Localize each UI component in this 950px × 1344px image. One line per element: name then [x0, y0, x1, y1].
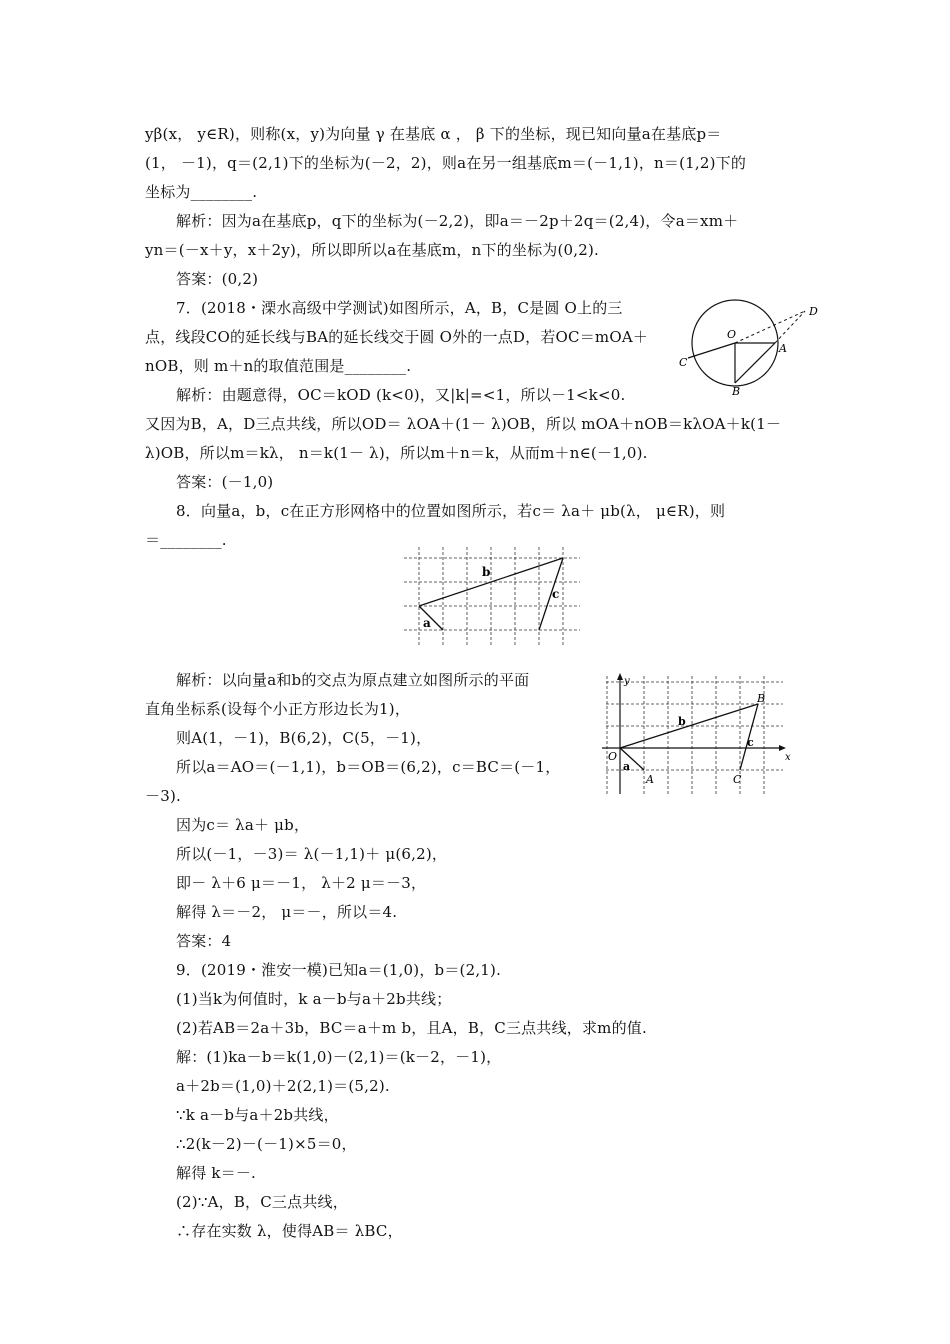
label-vector-c: c: [747, 736, 754, 749]
label-vector-b: b: [678, 715, 686, 728]
answer-line: 答案：4: [176, 932, 232, 950]
x-axis-arrow: [779, 745, 786, 751]
text-line: 坐标为________.: [145, 183, 258, 201]
text-line: λ)OB，所以m＝kλ， n＝k(1－ λ)，所以m＋n＝k，从而m＋n∈(－1,0).: [145, 444, 648, 462]
segment-ba: [735, 343, 775, 383]
grid-figure: [400, 545, 585, 650]
text-line: 解得 λ＝－2， μ＝－，所以＝4.: [176, 903, 398, 921]
text-line: 点，线段CO的延长线与BA的延长线交于圆 O外的一点D，若OC＝mOA＋: [145, 328, 649, 346]
text-line: yβ(x， y∈R)，则称(x，y)为向量 γ 在基底 α ， β 下的坐标，现已知向量a在基底p＝: [145, 125, 722, 143]
problem-8-title: 8．向量a，b，c在正方形网格中的位置如图所示，若c＝ λa＋ μb(λ， μ∈R)，则: [176, 502, 726, 520]
label-vector-a: a: [623, 760, 631, 773]
label-d: D: [809, 305, 818, 318]
text-line: －3).: [145, 787, 181, 805]
text-line: 则A(1，－1)，B(6,2)，C(5，－1)，: [176, 729, 432, 747]
answer-line: 答案：(0,2): [176, 270, 259, 288]
label-vector-b: b: [482, 565, 491, 579]
label-c: C: [733, 773, 742, 786]
text-line: 解析：由题意得，OC＝kOD (k<0)，又|k|=<1，所以－1<k<0.: [176, 386, 626, 404]
label-b: B: [732, 385, 741, 398]
label-a: A: [779, 342, 787, 355]
label-o: O: [608, 750, 618, 763]
segment-ad: [775, 311, 805, 343]
text-line: 所以a＝AO＝(－1,1)，b＝OB＝(6,2)，c＝BC＝(－1，: [176, 758, 561, 776]
label-vector-c: c: [552, 587, 560, 601]
label-o: O: [727, 328, 737, 341]
circle-figure: [675, 295, 825, 405]
text-line: ∴2(k－2)－(－1)×5＝0，: [176, 1135, 357, 1153]
text-line: ＝________.: [145, 531, 227, 549]
text-line: ∴存在实数 λ，使得AB＝ λBC，: [176, 1222, 403, 1240]
problem-7-title: 7．(2018・溧水高级中学测试)如图所示，A，B，C是圆 O上的三: [176, 299, 623, 317]
label-x: x: [785, 752, 791, 763]
label-y: y: [624, 676, 630, 687]
vector-c: [539, 558, 563, 630]
text-line: yn＝(－x＋y，x＋2y)，所以即所以a在基底m，n下的坐标为(0,2).: [145, 241, 600, 259]
problem-9-title: 9．(2019・淮安一模)已知a＝(1,0)，b＝(2,1).: [176, 961, 502, 979]
text-line: (2)∵A，B，C三点共线，: [176, 1193, 348, 1211]
text-line: 解析：以向量a和b的交点为原点建立如图所示的平面: [176, 671, 530, 689]
text-line: 解析：因为a在基底p，q下的坐标为(－2,2)，即a＝－2p＋2q＝(2,4)，令a＝xm＋: [176, 212, 739, 230]
text-line: 所以(－1，－3)＝ λ(－1,1)＋ μ(6,2)，: [176, 845, 448, 863]
label-a: A: [646, 773, 654, 786]
label-b: B: [757, 692, 766, 705]
text-line: 解：(1)ka－b＝k(1,0)－(2,1)＝(k－2，－1)，: [176, 1048, 502, 1066]
y-axis-arrow: [617, 673, 623, 680]
text-line: 又因为B，A，D三点共线，所以OD＝ λOA＋(1－ λ)OB，所以 mOA＋nOB＝kλOA＋k(1－: [145, 415, 782, 433]
segment-oc: [688, 343, 735, 358]
text-line: 因为c＝ λa＋ μb，: [176, 816, 310, 834]
coordinate-figure: [598, 672, 798, 800]
label-vector-a: a: [423, 616, 431, 630]
text-line: 即－ λ＋6 μ＝－1， λ＋2 μ＝－3，: [176, 874, 427, 892]
text-line: ∵k a－b与a＋2b共线，: [176, 1106, 339, 1124]
text-line: 解得 k＝－.: [176, 1164, 257, 1182]
text-line: nOB，则 m＋n的取值范围是________.: [145, 357, 412, 375]
answer-line: 答案：(－1,0): [176, 473, 274, 491]
text-line: (2)若AB＝2a＋3b，BC＝a＋m b，且A，B，C三点共线，求m的值.: [176, 1019, 647, 1037]
text-line: (1)当k为何值时，k a－b与a＋2b共线；: [176, 990, 452, 1008]
text-line: 直角坐标系(设每个小正方形边长为1)，: [145, 700, 411, 718]
text-line: a＋2b＝(1,0)＋2(2,1)＝(5,2).: [176, 1077, 390, 1095]
segment-od: [735, 311, 805, 343]
text-line: (1， －1)，q＝(2,1)下的坐标为(－2，2)，则a在另一组基底m＝(－1,1)，n＝(1,2)下的: [145, 154, 747, 172]
label-c: C: [679, 356, 688, 369]
